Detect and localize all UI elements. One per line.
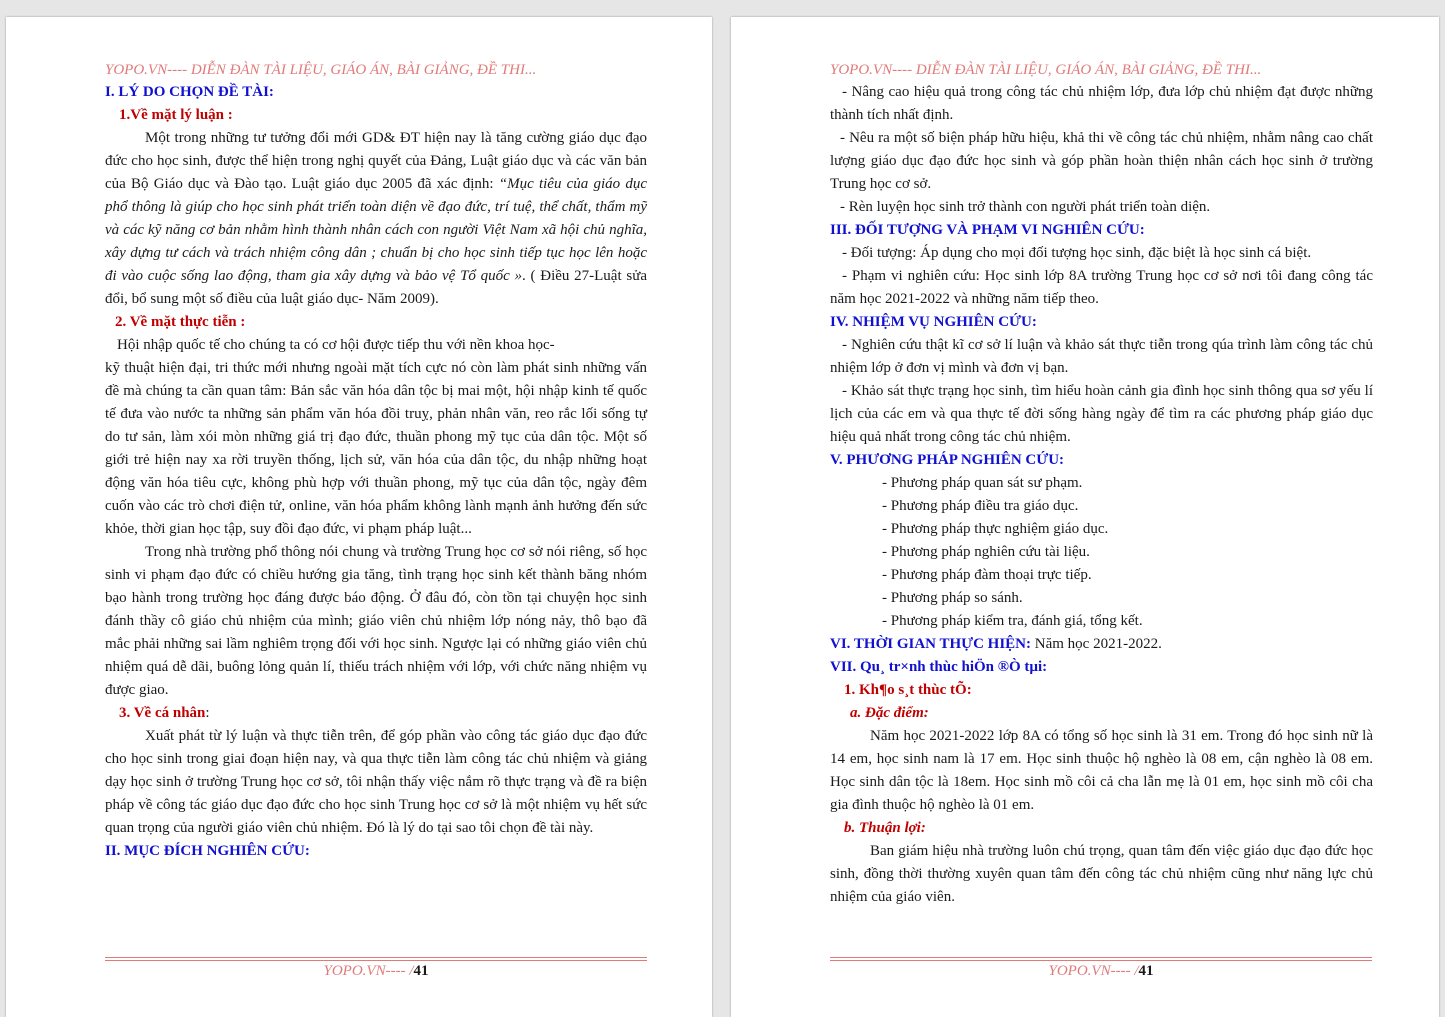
heading-colon: : xyxy=(205,705,210,721)
paragraph-thuc-tien: kỹ thuật hiện đại, tri thức mới nhưng ngoài mặt tích cực nó còn làm phát sinh những vấn đề mà chúng ta cần quan tâm: Bản sắc văn hóa dân tộc bị mai một, hội nhập kinh tế quốc tế đưa vào nước ta những sản phẩm văn hóa đồi truỵ, phản nhân văn, reo rắc lối sống tự do tư sản, làm xói mòn những giá trị đạo đức, thuần phong mỹ tục của dân tộc. Một số giới trẻ hiện nay xa rời truyền thống, lịch sử, văn hóa của dân tộc, du nhập những hoạt động văn hóa tiêu cực, không phù hợp với thuần phong, mỹ tục của dân tộc, ngày đêm cuốn vào các trò chơi điện tử, online, văn hóa phẩm không lành mạnh ảnh hưởng đến sức khỏe, thời gian học tập, suy đồi đạo đức, vi phạm pháp luật... xyxy=(105,360,647,537)
heading-text: VI. THỜI GIAN THỰC HIỆN: xyxy=(830,636,1032,652)
heading-IV: IV. NHIỆM VỤ NGHIÊN CỨU: xyxy=(830,314,1037,330)
paragraph-ly-luan xyxy=(105,127,647,311)
method-item: - Phương pháp quan sát sư phạm. xyxy=(882,475,1083,491)
method-item: - Phương pháp đàm thoại trực tiếp. xyxy=(882,567,1092,583)
method-item: - Phương pháp nghiên cứu tài liệu. xyxy=(882,544,1090,560)
heading-II: II. MỤC ĐÍCH NGHIÊN CỨU: xyxy=(105,843,310,859)
footer-site: YOPO.VN---- / xyxy=(323,963,414,979)
document-page-right xyxy=(731,17,1439,1017)
heading-value: Năm học 2021-2022. xyxy=(1031,636,1162,652)
heading-ly-luan: 1.Về mặt lý luận : xyxy=(119,107,233,123)
paragraph-thuan-loi: Ban giám hiệu nhà trường luôn chú trọng, quan tâm đến việc giáo dục đạo đức học sinh, đồng thời thường xuyên quan tâm đến công tác chủ nhiệm cũng như năng lực chủ nhiệm của giáo viên. xyxy=(830,843,1373,905)
paragraph-thuc-tien-first: Hội nhập quốc tế cho chúng ta có cơ hội được tiếp thu với nền khoa học- xyxy=(117,337,555,353)
page-footer xyxy=(830,960,1372,982)
page-content xyxy=(105,59,647,863)
heading-III: III. ĐỐI TƯỢNG VÀ PHẠM VI NGHIÊN CỨU: xyxy=(830,222,1145,238)
page-number: 41 xyxy=(1138,963,1154,979)
heading-VI xyxy=(830,633,1373,656)
method-item: - Phương pháp kiểm tra, đánh giá, tổng kết. xyxy=(882,613,1143,629)
heading-V: V. PHƯƠNG PHÁP NGHIÊN CỨU: xyxy=(830,452,1065,468)
list-item: - Rèn luyện học sinh trở thành con người phát triển toàn diện. xyxy=(840,199,1211,215)
method-item: - Phương pháp thực nghiệm giáo dục. xyxy=(882,521,1109,537)
heading-thuc-tien: 2. Về mặt thực tiễn : xyxy=(115,314,246,330)
footer-site: YOPO.VN---- / xyxy=(1048,963,1139,979)
paragraph-ca-nhan: Xuất phát từ lý luận và thực tiễn trên, để góp phần vào công tác giáo dục đạo đức cho học sinh trong giai đoạn hiện nay, và qua thực tiễn làm công tác chủ nhiệm và giảng dạy học sinh ở trường Trung học cơ sở, tôi nhận thấy việc nắm rõ thực trạng và đề ra biện pháp về công tác giáo dục đạo đức cho học sinh Trung học cơ sở là một nhiệm vụ hết sức quan trọng của người giáo viên chủ nhiệm. Đó là lý do tại sao tôi chọn đề tài này. xyxy=(105,728,647,836)
paragraph-text: . ( Điều 27-Luật sửa đổi, bổ sung một số điều của luật giáo dục- Năm 2009). xyxy=(105,268,647,307)
heading-VII: VII. Qu¸ tr×nh thùc hiÖn ®Ò tµi: xyxy=(830,659,1048,675)
paragraph-text: Một trong những tư tưởng đổi mới GD& ĐT hiện nay là tăng cường giáo dục đạo đức cho học sinh, được thể hiện trong nghị quyết của Đảng, Luật giáo dục và các văn bản của Bộ Giáo dục và Đào tạo. Luật giáo dục 2005 đã xác định: xyxy=(105,130,647,192)
heading-ca-nhan xyxy=(105,702,647,725)
quote-text: “Mục tiêu của giáo dục phổ thông là giúp cho học sinh phát triển toàn diện về đạo đức, trí tuệ, thể chất, thẩm mỹ và các kỹ năng cơ bản nhằm hình thành nhân cách con người Việt Nam xã hội chủ nghĩa, xây dựng tư cách và trách nhiệm công dân ; chuẩn bị cho học sinh tiếp tục học lên hoặc đi vào cuộc sống lao động, tham gia xây dựng và bảo vệ Tổ quốc » xyxy=(105,176,647,284)
paragraph-dac-diem: Năm học 2021-2022 lớp 8A có tổng số học sinh là 31 em. Trong đó học sinh nữ là 14 em, học sinh nam là 17 em. Học sinh thuộc hộ nghèo là 08 em, cận nghèo là 08 em. Học sinh dân tộc là 18em. Học sinh mồ côi cả cha lẫn mẹ là 01 em, học sinh mồ côi cha gia đình thuộc hộ nghèo là 01 em. xyxy=(830,728,1373,813)
heading-thuan-loi: b. Thuận lợi: xyxy=(844,820,926,836)
page-footer xyxy=(105,960,647,982)
page-number: 41 xyxy=(413,963,429,979)
heading-dac-diem: a. Đặc điểm: xyxy=(850,705,929,721)
list-item: - Phạm vi nghiên cứu: Học sinh lớp 8A trường Trung học cơ sở nơi tôi đang công tác năm học 2021-2022 và những năm tiếp theo. xyxy=(830,268,1373,307)
heading-text: 3. Về cá nhân xyxy=(119,705,206,721)
list-item: - Nghiên cứu thật kĩ cơ sở lí luận và khảo sát thực tiễn trong qúa trình làm công tác chủ nhiệm lớp ở đơn vị mình và đơn vị bạn. xyxy=(830,337,1373,376)
list-item: - Nêu ra một số biện pháp hữu hiệu, khả thi về công tác chủ nhiệm, nhằm nâng cao chất lượng giáo dục đạo đức học sinh và góp phần hoàn thiện nhân cách học sinh ở trường Trung học cơ sở. xyxy=(830,130,1373,192)
heading-khao-sat: 1. Kh¶o s¸t thùc tÕ: xyxy=(844,682,972,698)
list-item: - Đối tượng: Áp dụng cho mọi đối tượng học sinh, đặc biệt là học sinh cá biệt. xyxy=(842,245,1312,261)
page-content xyxy=(830,59,1373,909)
method-item: - Phương pháp so sánh. xyxy=(882,590,1023,606)
heading-I: I. LÝ DO CHỌN ĐỀ TÀI: xyxy=(105,84,274,100)
list-item: - Khảo sát thực trạng học sinh, tìm hiểu hoàn cảnh gia đình học sinh thông qua sơ yếu lí lịch của các em và qua thực tế đời sống hàng ngày để tìm ra các phương pháp giáo dục hiệu quả nhất trong công tác chủ nhiệm. xyxy=(830,383,1373,445)
page-header: YOPO.VN---- DIỄN ĐÀN TÀI LIỆU, GIÁO ÁN, BÀI GIẢNG, ĐỀ THI... xyxy=(105,62,537,78)
page-header: YOPO.VN---- DIỄN ĐÀN TÀI LIỆU, GIÁO ÁN, BÀI GIẢNG, ĐỀ THI... xyxy=(830,62,1262,78)
document-page-left xyxy=(6,17,712,1017)
method-item: - Phương pháp điều tra giáo dục. xyxy=(882,498,1079,514)
list-item: - Nâng cao hiệu quả trong công tác chủ nhiệm lớp, đưa lớp chủ nhiệm đạt được những thành tích nhất định. xyxy=(830,84,1373,123)
paragraph-nha-truong: Trong nhà trường phổ thông nói chung và trường Trung học cơ sở nói riêng, số học sinh vi phạm đạo đức có chiều hướng gia tăng, tình trạng học sinh kết thành băng nhóm bạo hành trong trường học đáng được báo động. Ở đâu đó, còn tồn tại chuyện học sinh đánh thầy cô giáo chủ nhiệm của mình; giáo viên chủ nhiệm lớp nóng nảy, thô bạo đã mắc phải những sai lầm nghiêm trọng đối với học sinh. Ngược lại có những giáo viên chủ nhiệm quá dễ dãi, buông lỏng quản lí, thiếu trách nhiệm với lớp, với chức năng nhiệm vụ được giao. xyxy=(105,544,647,698)
